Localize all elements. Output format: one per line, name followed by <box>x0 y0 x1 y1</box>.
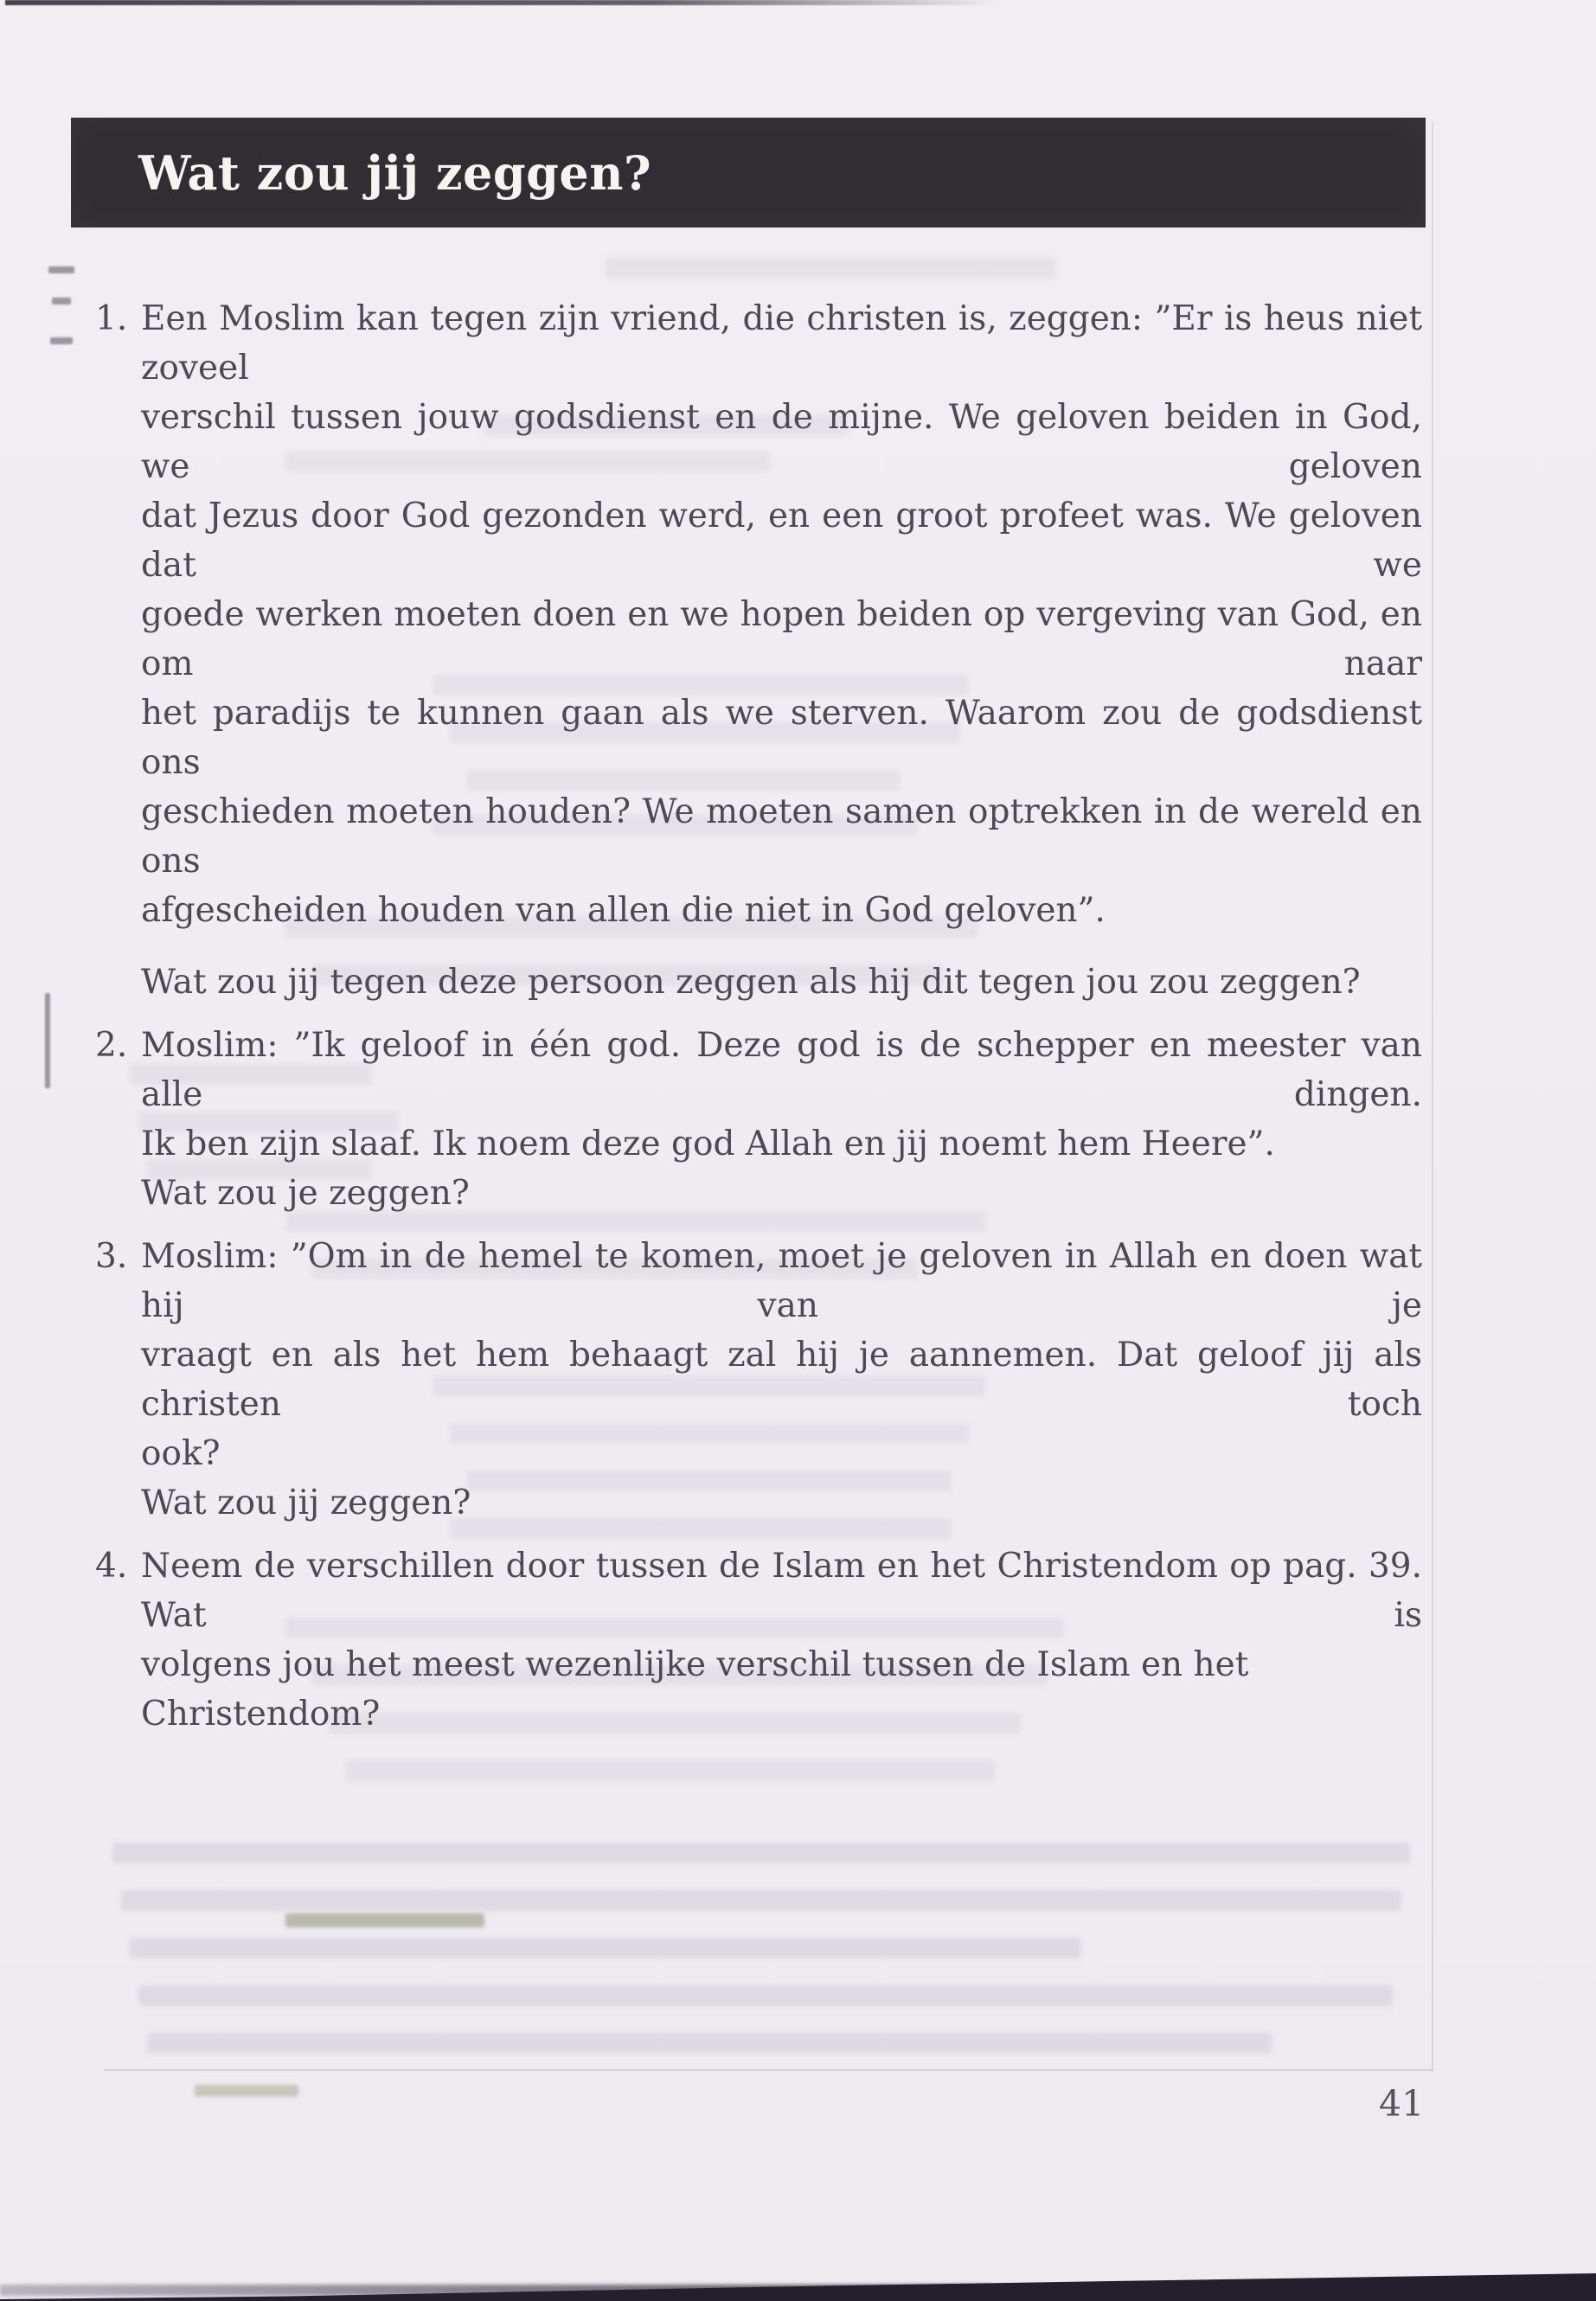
item-number: 3. <box>95 1237 128 1276</box>
bleedthrough-line <box>112 1843 1410 1863</box>
item-number: 4. <box>95 1547 128 1586</box>
item-text <box>141 1232 1422 1528</box>
item-question: Wat zou jij tegen deze persoon zeggen als hij dit tegen jou zou zeggen? <box>141 963 1361 1002</box>
scan-artifact <box>50 337 73 344</box>
scan-edge-top-artifact <box>5 0 1000 5</box>
text-line: vraagt en als het hem behaagt zal hij je aannemen. Dat geloof jij als christen toch <box>141 1336 1422 1424</box>
text-line: Moslim: ”Ik geloof in één god. Deze god is de schepper en meester van alle dingen. <box>141 1026 1422 1114</box>
text-line: ook? <box>141 1434 221 1473</box>
list-item <box>95 294 1422 1007</box>
list-item <box>95 1232 1422 1528</box>
list-item <box>95 1021 1422 1218</box>
list-item <box>95 1541 1422 1739</box>
bleedthrough-line <box>138 1985 1393 2006</box>
ink-smudge <box>285 1913 484 1927</box>
bleedthrough-line <box>606 258 1055 279</box>
text-line: dat Jezus door God gezonden werd, en een groot profeet was. We geloven dat we <box>141 497 1422 585</box>
text-line: afgescheiden houden van allen die niet in God geloven”. <box>141 891 1106 930</box>
scan-artifact <box>45 993 50 1088</box>
ink-smudge <box>195 2085 298 2097</box>
item-number: 2. <box>95 1026 128 1065</box>
scan-artifact <box>52 298 71 304</box>
text-line: het paradijs te kunnen gaan als we sterven. Waarom zou de godsdienst ons <box>141 694 1422 782</box>
text-line: Een Moslim kan tegen zijn vriend, die christen is, zeggen: ”Er is heus niet zoveel <box>141 299 1422 388</box>
item-question: Wat zou jij zeggen? <box>141 1484 471 1522</box>
scan-edge-bottom-artifact <box>0 2272 1596 2301</box>
page-number: 41 <box>1379 2083 1425 2125</box>
scan-artifact <box>48 266 74 273</box>
item-text <box>141 294 1422 1007</box>
item-question: Wat zou je zeggen? <box>141 1174 470 1213</box>
section-header-bar <box>71 118 1426 228</box>
bleedthrough-line <box>130 1938 1081 1958</box>
text-line: Ik ben zijn slaaf. Ik noem deze god Allah en jij noemt hem Heere”. <box>141 1125 1275 1163</box>
bleedthrough-line <box>147 2033 1272 2054</box>
page-edge-line <box>1432 121 1433 2072</box>
question-list <box>95 294 1422 1739</box>
item-text <box>141 1541 1422 1739</box>
bleedthrough-line <box>346 1760 995 1781</box>
text-line: Moslim: ”Om in de hemel te komen, moet je geloven in Allah en doen wat hij van je <box>141 1237 1422 1325</box>
text-line: volgens jou het meest wezenlijke verschil tussen de Islam en het Christendom? <box>141 1645 1249 1734</box>
text-line: Neem de verschillen door tussen de Islam en het Christendom op pag. 39. Wat is <box>141 1547 1422 1635</box>
item-number: 1. <box>95 299 128 338</box>
text-line: goede werken moeten doen en we hopen beiden op vergeving van God, en om naar <box>141 595 1422 683</box>
item-text <box>141 1021 1422 1218</box>
bleedthrough-frame-line <box>104 2069 1433 2071</box>
text-line: geschieden moeten houden? We moeten samen optrekken in de wereld en ons <box>141 792 1422 881</box>
section-title: Wat zou jij zeggen? <box>138 144 652 201</box>
text-line: verschil tussen jouw godsdienst en de mijne. We geloven beiden in God, we geloven <box>141 398 1422 486</box>
bleedthrough-line <box>121 1890 1401 1911</box>
